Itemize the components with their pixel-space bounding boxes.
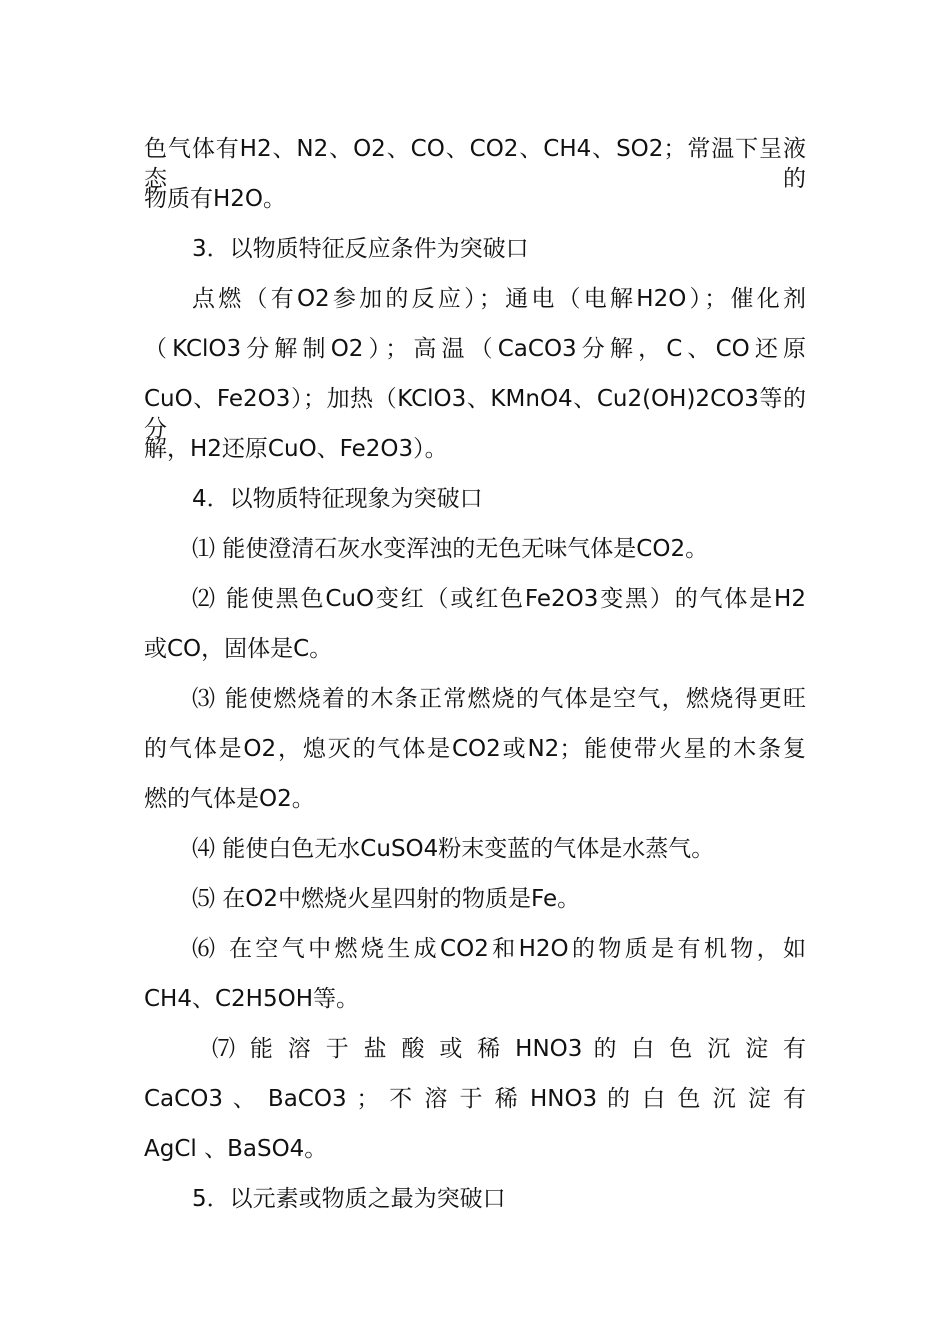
text-line: CH4、C2H5OH等。	[144, 986, 360, 1012]
list-item: ⑹ 在空气中燃烧生成CO2和H2O的物质是有机物，如	[192, 936, 806, 962]
text-line: 解，H2还原CuO、Fe2O3）。	[144, 436, 448, 462]
text-line: 点燃（有O2参加的反应）；通电（电解H2O）；催化剂	[192, 286, 806, 312]
text-line: CuO、Fe2O3）；加热（KClO3、KMnO4、Cu2(OH)2CO3等的分	[144, 386, 806, 442]
text-line: 物质有H2O。	[144, 186, 287, 212]
text-line: （KClO3分解制O2）；高温（CaCO3分解，C、CO还原	[144, 336, 806, 362]
text-line: 色气体有H2、N2、O2、CO、CO2、CH4、SO2；常温下呈液态的	[144, 136, 806, 192]
list-item: ⑸ 在O2中燃烧火星四射的物质是Fe。	[192, 886, 581, 912]
text-line: 燃的气体是O2。	[144, 786, 315, 812]
section-heading: 4．以物质特征现象为突破口	[192, 486, 483, 512]
text-line: 的气体是O2，熄灭的气体是CO2或N2；能使带火星的木条复	[144, 736, 806, 762]
list-item: ⑴ 能使澄清石灰水变浑浊的无色无味气体是CO2。	[192, 536, 709, 562]
list-item: ⑺ 能 溶 于 盐 酸 或 稀 HNO3 的 白 色 沉 淀 有	[212, 1036, 806, 1062]
list-item: ⑶ 能使燃烧着的木条正常燃烧的气体是空气，燃烧得更旺	[192, 686, 806, 712]
text-line: CaCO3 、 BaCO3 ； 不 溶 于 稀 HNO3 的 白 色 沉 淀 有	[144, 1086, 806, 1112]
section-heading: 5．以元素或物质之最为突破口	[192, 1186, 506, 1212]
section-heading: 3．以物质特征反应条件为突破口	[192, 236, 529, 262]
text-line: AgCl 、BaSO4。	[144, 1136, 328, 1162]
list-item: ⑷ 能使白色无水CuSO4粉末变蓝的气体是水蒸气。	[192, 836, 715, 862]
list-item: ⑵ 能使黑色CuO变红（或红色Fe2O3变黑）的气体是H2	[192, 586, 806, 612]
text-line: 或CO，固体是C。	[144, 636, 333, 662]
